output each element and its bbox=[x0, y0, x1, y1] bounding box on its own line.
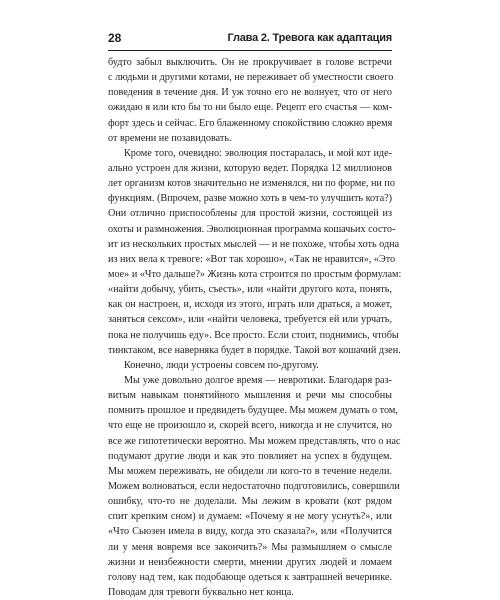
text-line: охоты и размножения. Эволюционная программа кошачьих состо- bbox=[108, 223, 396, 235]
text-line: «найти добычу, убить, съесть», или «найти другого кота, понять, bbox=[108, 284, 392, 296]
text-line: функциям. (Впрочем, разве можно хоть в чем-то улучшить кота?) bbox=[108, 193, 392, 205]
text-line: подумают другие люди и как это повлияет на успех в будущем. bbox=[108, 450, 392, 462]
text-line: помнить прошлое и предвидеть будущее. Мы можем думать о том, bbox=[108, 405, 398, 417]
text-line: голову над тем, как подобающе одеться к завтрашней вечеринке. bbox=[108, 571, 392, 583]
text-line: что еще не произошло и, скорей всего, никогда и не случится, но bbox=[108, 420, 392, 432]
text-line: жизни и неизбежности смерти, мнении других людей и ломаем bbox=[108, 556, 392, 568]
text-line: Мы уже довольно долгое время — невротики. Благодаря раз- bbox=[124, 374, 392, 386]
text-line: пока не получишь еду». Все просто. Если стоит, поднимись, чтобы bbox=[108, 329, 399, 341]
text-line: Конечно, люди устроены совсем по-другому. bbox=[124, 359, 319, 371]
text-line: поведения в течение дня. И уж точно его не волнует, что от него bbox=[108, 87, 392, 99]
text-line: лет организм котов значительно не изменялся, ни по форме, ни по bbox=[108, 178, 395, 190]
text-line: форт здесь и сейчас. Его блаженному спокойствию сложно время bbox=[108, 117, 393, 129]
running-head bbox=[108, 31, 392, 47]
text-line: витым навыкам понятийного мышления и речи мы способны bbox=[108, 390, 392, 402]
text-line: из них вела к тревоге: «Вот так хорошо», «Так не нравится», «Это bbox=[108, 253, 396, 265]
text-line: тинктаком, все наверняка будет в порядке. Такой вот кошачий дзен. bbox=[108, 344, 401, 356]
chapter-title: Глава 2. Тревога как адаптация bbox=[227, 32, 392, 44]
text-line: Можем волноваться, если недостаточно подготовились, совершили bbox=[108, 480, 400, 492]
text-line: как он настроен, и, исходя из этого, играть или драться, а может, bbox=[108, 299, 392, 311]
text-line: ожидаю я или кто бы то ни было еще. Рецепт его счастья — ком- bbox=[108, 102, 392, 114]
text-line: Поводам для тревоги буквально нет конца. bbox=[108, 586, 294, 598]
body-text bbox=[108, 55, 402, 600]
text-line: ально устроен для жизни, которую ведет. Порядка 12 миллионов bbox=[108, 162, 392, 174]
text-line: «Что Сьюзен имела в виду, когда это сказала?», или «Получится bbox=[108, 526, 392, 538]
text-line: заняться сексом», или «найти человека, требуется ей или урчать, bbox=[108, 314, 392, 326]
text-line: мое» и «Что дальше?» Жизнь кота строится по простым формулам: bbox=[108, 268, 402, 280]
text-line: будто забыл выключить. Он не прокручивает в голове встречи bbox=[108, 57, 392, 68]
text-line: ли у меня вовремя все закончить?» Мы размышляем о смысле bbox=[108, 541, 392, 553]
text-line: Кроме того, очевидно: эволюция постаралась, и мой кот иде- bbox=[124, 147, 392, 159]
text-line: спит крепким сном) и думаем: «Почему я не могу уснуть?», или bbox=[108, 511, 392, 523]
header-rule bbox=[108, 50, 392, 51]
text-line: Мы можем переживать, не обидели ли кого-то в течение недели. bbox=[108, 465, 392, 477]
text-line: ит из нескольких простых мыслей — и не похоже, чтобы хоть одна bbox=[108, 238, 400, 250]
page-number: 28 bbox=[108, 31, 122, 45]
text-line: с людьми и другими котами, не переживает об уместности своего bbox=[108, 72, 394, 84]
text-line: ошибку, что-то не доделали. Мы лежим в кровати (кот рядом bbox=[108, 496, 392, 508]
text-line: Они отлично приспособлены для простой жизни, состоящей из bbox=[108, 208, 392, 220]
text-line: от времени не позавидовать. bbox=[108, 132, 232, 144]
text-line: все же гипотетически вероятно. Мы можем представлять, что о нас bbox=[108, 435, 401, 447]
